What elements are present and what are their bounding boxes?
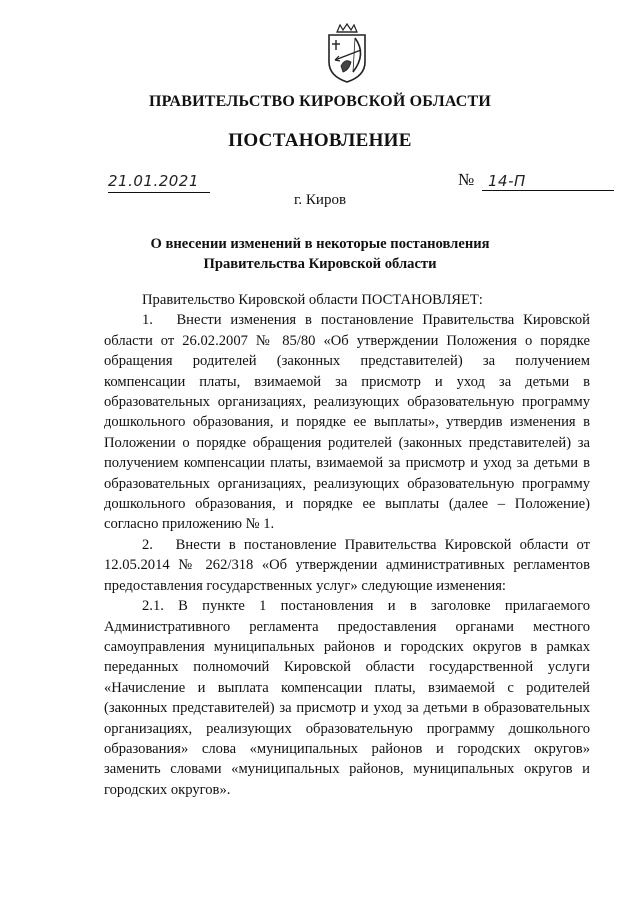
document-body [104, 290, 590, 800]
date-line [108, 172, 210, 193]
number-sign: № [458, 170, 475, 189]
paragraph-2: 2. Внести в постановление Правительства Кировской области от 12.05.2014 № 262/318 «Об утверждении административных регламентов предоставления государственных услуг» следующие изменения: [104, 536, 590, 594]
paragraph-1: 1. Внести изменения в постановление Правительства Кировской области от 26.02.2007 № 85/80 «Об утверждении Положения о порядке обращения родителей (законных представителей) за получением компенсации платы, взимаемой за присмотр и уход за детьми в образовательных организациях, реализующих образовательную программу дошкольного образования, и порядке ее выплаты», утвердив изменения в Положении о порядке обращения родителей (законных представителей) за получением компенсации платы, взимаемой за присмотр и уход за детьми в образовательных организациях, реализующих образовательную программу дошкольного образования, и порядке ее выплаты (далее – Положение) согласно приложению № 1. [104, 312, 590, 533]
document-title: О внесении изменений в некоторые постановления Правительства Кировской области [150, 236, 490, 272]
number-block [458, 170, 614, 192]
paragraph-2-1: 2.1. В пункте 1 постановления и в заголовке прилагаемого Административного регламента предоставления органами местного самоуправления муниципальных районов и городских округов в рамках переданных полномочий Кировской области государственной услуги «Начисление и выплата компенсации платы, взимаемой с родителей (законных представителей) за присмотр и уход за детьми в образовательных организациях, реализующих образовательную программу дошкольного образования» слова «муниципальных районов и городских округов» заменить словами «муниципальных районов, муниципальных округов и городских округов». [104, 598, 590, 798]
kirov-coat-of-arms-icon [323, 22, 371, 84]
intro-paragraph: Правительство Кировской области ПОСТАНОВЛЯЕТ: [142, 292, 483, 308]
city: г. Киров [293, 192, 347, 208]
government-name: ПРАВИТЕЛЬСТВО КИРОВСКОЙ ОБЛАСТИ [148, 93, 492, 110]
number-underline [482, 190, 614, 191]
document-date: 21.01.2021 [108, 172, 199, 190]
document-number: 14-П [488, 172, 526, 190]
document-type: ПОСТАНОВЛЕНИЕ [228, 130, 412, 151]
